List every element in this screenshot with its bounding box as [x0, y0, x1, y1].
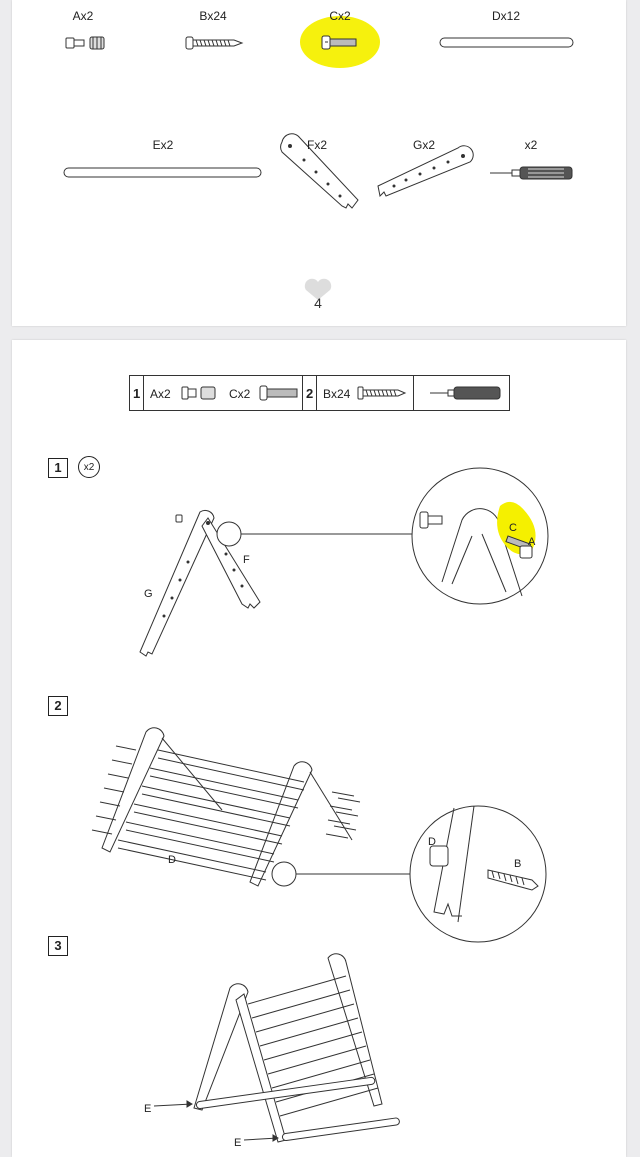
part-g-icon	[378, 146, 473, 196]
step3-label-e-bottom: E	[234, 1137, 242, 1149]
step-3-number: 3	[48, 936, 68, 956]
step1-label-g: G	[144, 588, 153, 600]
part-d-icon	[440, 38, 573, 47]
part-d-label: Dx12	[491, 9, 520, 23]
part-e-icon	[64, 168, 261, 177]
part-b-icon	[186, 37, 242, 49]
step1-label-f: F	[243, 554, 250, 566]
parts-illustrations	[12, 0, 626, 326]
assembly-illustrations	[12, 340, 626, 1157]
summary-c-qty: Cx2	[229, 387, 251, 401]
step-1-number: 1	[48, 458, 68, 478]
summary-step2-number: 2	[306, 386, 314, 401]
step2-detail-label-b: B	[514, 858, 522, 870]
part-c-label: Cx2	[329, 9, 351, 23]
step2-detail-label-d: D	[428, 836, 436, 848]
summary-b-qty: Bx24	[323, 387, 351, 401]
step-2-number: 2	[48, 696, 68, 716]
parts-page	[12, 0, 626, 326]
step1-label-a: A	[528, 536, 536, 548]
part-b-label: Bx24	[199, 9, 227, 23]
step-2-diagram	[92, 728, 546, 942]
screwdriver-label: x2	[524, 138, 538, 152]
assembly-page	[12, 340, 626, 1157]
step1-label-c: C	[509, 522, 517, 534]
part-f-label: Fx2	[306, 138, 327, 152]
part-e-label: Ex2	[152, 138, 174, 152]
summary-step1-number: 1	[133, 386, 141, 401]
step-1-multiplier: x2	[78, 456, 100, 478]
screwdriver-icon	[490, 167, 572, 179]
part-g-label: Gx2	[412, 138, 435, 152]
page-number: 4	[314, 295, 322, 311]
summary-a-qty: Ax2	[150, 387, 171, 401]
step-3-diagram	[154, 954, 400, 1142]
part-a-label: Ax2	[72, 9, 94, 23]
step-1-diagram	[140, 468, 548, 656]
part-a-icon	[66, 37, 104, 49]
step3-label-e-left: E	[144, 1103, 152, 1115]
step2-label-d: D	[168, 854, 176, 866]
